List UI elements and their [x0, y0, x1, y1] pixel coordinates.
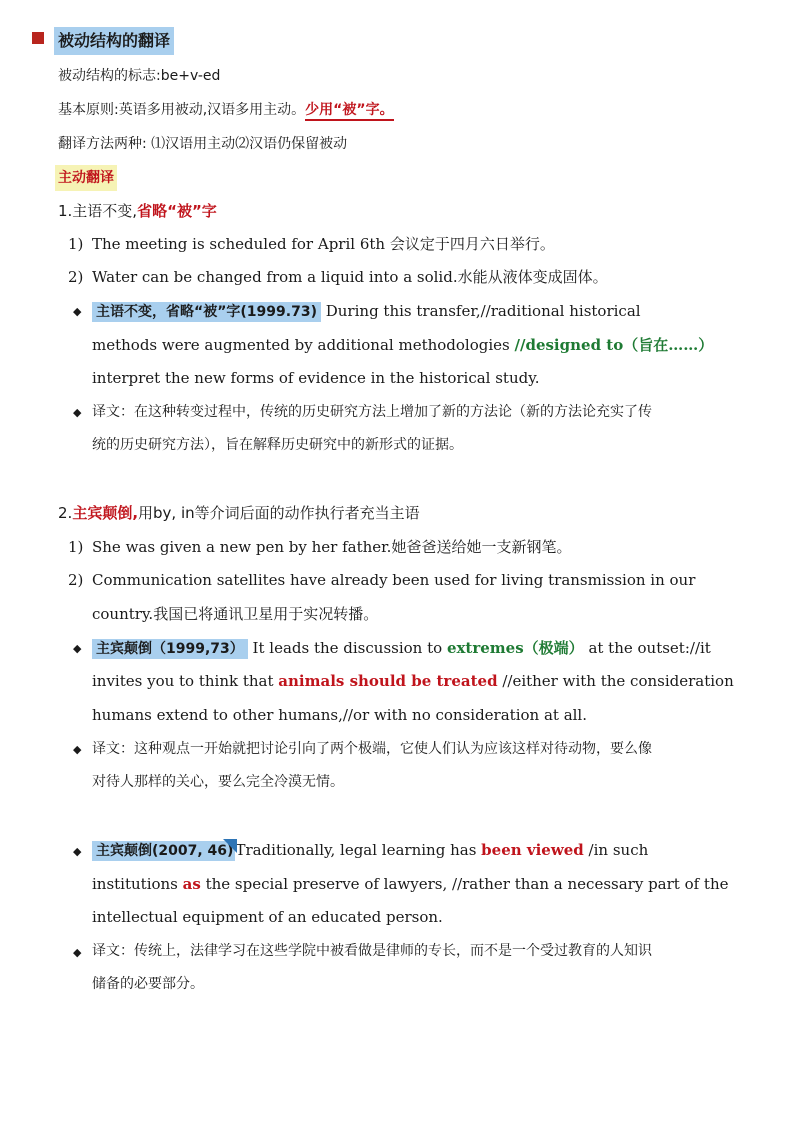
methods-line: 翻译方法两种: ⑴汉语用主动⑵汉语仍保留被动 — [58, 136, 348, 152]
example-text: //either with the consideration — [497, 672, 734, 690]
list-number: 2) — [68, 268, 84, 286]
example-text: /in such — [583, 841, 649, 859]
list-item-continuation: country.我国已将通讯卫星用于实况转播。 — [92, 605, 379, 623]
example-line — [92, 334, 713, 356]
example-emphasis: extremes（极端） — [446, 639, 584, 657]
example-tag — [92, 841, 235, 861]
translation-line: 译文：这种观点一开始就把讨论引向了两个极端，它使人们认为应该这样对待动物，要么像 — [92, 741, 652, 757]
example-text: It leads the discussion to — [252, 639, 447, 657]
diamond-bullet-icon: ◆ — [73, 642, 82, 655]
principle-emphasis: 少用“被”字。 — [305, 102, 393, 121]
list-item — [68, 233, 555, 255]
section2-heading — [58, 502, 420, 524]
example-line — [92, 873, 729, 895]
list-item-text: She was given a new pen by her father.她爸爸送给她一支新钢笔。 — [92, 538, 572, 556]
example-emphasis: animals should be treated — [278, 672, 498, 690]
example-text: Traditionally, legal learning has — [235, 841, 482, 859]
translation-line: 统的历史研究方法），旨在解释历史研究中的新形式的证据。 — [92, 437, 463, 453]
list-number: 2) — [68, 571, 84, 589]
passive-sign-line: 被动结构的标志:be+v-ed — [58, 68, 221, 84]
list-item — [68, 536, 571, 558]
example-text: the special preserve of lawyers, //rather than a necessary part of the — [200, 875, 729, 893]
principle-text: 基本原则:英语多用被动,汉语多用主动。 — [58, 102, 306, 118]
page-title: 被动结构的翻译 — [54, 27, 174, 55]
list-number: 1) — [68, 235, 84, 253]
list-item-text: The meeting is scheduled for April 6th 会议定于四月六日举行。 — [92, 235, 555, 253]
list-number: 1) — [68, 538, 84, 556]
example-line — [92, 670, 734, 692]
translation-line: 译文：传统上，法律学习在这些学院中被看做是律师的专长，而不是一个受过教育的人知识 — [92, 943, 652, 959]
diamond-bullet-icon: ◆ — [73, 845, 82, 858]
section2-heading-number: 2. — [58, 504, 73, 522]
example-line: humans extend to other humans,//or with no consideration at all. — [92, 706, 587, 724]
example-emphasis: //designed to（旨在……） — [514, 336, 714, 354]
example-text: institutions — [92, 875, 183, 893]
list-item — [68, 569, 695, 591]
corner-fold-icon — [223, 839, 237, 853]
section1-heading-text: 1.主语不变, — [58, 202, 138, 220]
example-tag-text: 主宾颠倒(2007, 46) — [96, 843, 234, 859]
example-tag: 主宾颠倒（1999,73） — [92, 639, 248, 659]
title-square-icon — [32, 32, 44, 44]
example-line — [92, 839, 648, 862]
example-line: intellectual equipment of an educated person. — [92, 908, 443, 926]
section1-heading-emphasis: 省略“被”字 — [137, 202, 217, 220]
translation-line: 储备的必要部分。 — [92, 976, 204, 992]
example-text: invites you to think that — [92, 672, 279, 690]
example-emphasis: been viewed — [481, 841, 584, 859]
diamond-bullet-icon: ◆ — [73, 406, 82, 419]
principle-line — [58, 99, 394, 121]
diamond-bullet-icon: ◆ — [73, 946, 82, 959]
example-emphasis: as — [182, 875, 201, 893]
translation-line: 译文：在这种转变过程中，传统的历史研究方法上增加了新的方法论（新的方法论充实了传 — [92, 404, 652, 420]
list-item-text: Water can be changed from a liquid into a solid.水能从液体变成固体。 — [92, 268, 608, 286]
diamond-bullet-icon: ◆ — [73, 743, 82, 756]
list-item — [68, 266, 608, 288]
example-text: methods were augmented by additional methodologies — [92, 336, 515, 354]
subheading-active-translation: 主动翻译 — [55, 165, 117, 191]
example-text: at the outset://it — [583, 639, 711, 657]
list-item-text: Communication satellites have already been used for living transmission in our — [92, 571, 696, 589]
section2-heading-text: 用by, in等介词后面的动作执行者充当主语 — [138, 504, 420, 522]
diamond-bullet-icon: ◆ — [73, 305, 82, 318]
example-line — [92, 637, 711, 660]
translation-line: 对待人那样的关心，要么完全冷漠无情。 — [92, 774, 344, 790]
section1-heading — [58, 200, 217, 222]
example-tag: 主语不变，省略“被”字(1999.73) — [92, 302, 321, 322]
example-line: interpret the new forms of evidence in the historical study. — [92, 369, 540, 387]
example-line — [92, 300, 641, 323]
example-text: During this transfer,//raditional historical — [325, 302, 641, 320]
section2-heading-emphasis: 主宾颠倒, — [72, 504, 139, 522]
